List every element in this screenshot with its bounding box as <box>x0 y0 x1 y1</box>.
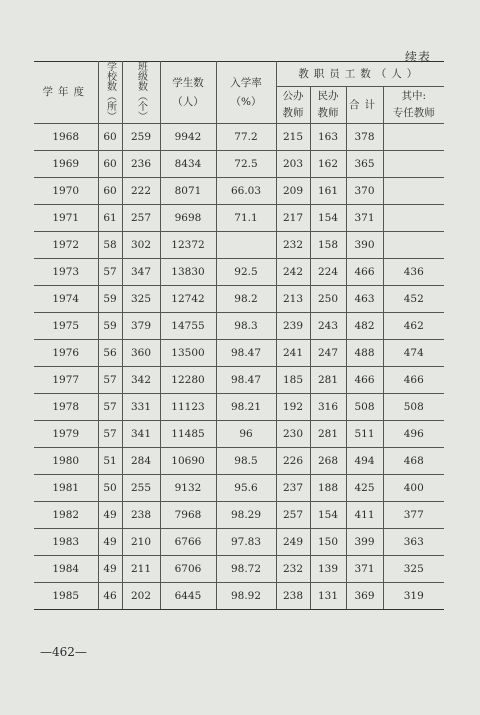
cell-full-time-teachers: 462 <box>383 313 444 340</box>
cell-total: 411 <box>346 502 383 529</box>
cell-rate: 92.5 <box>216 259 276 286</box>
cell-total: 399 <box>346 529 383 556</box>
cell-private-teachers: 158 <box>310 232 346 259</box>
cell-classes: 360 <box>122 340 160 367</box>
cell-public-teachers: 237 <box>276 475 310 502</box>
cell-public-teachers: 239 <box>276 313 310 340</box>
cell-schools: 58 <box>98 232 122 259</box>
cell-total: 466 <box>346 367 383 394</box>
cell-year: 1982 <box>34 502 98 529</box>
cell-schools: 56 <box>98 340 122 367</box>
cell-rate: 71.1 <box>216 205 276 232</box>
cell-total: 425 <box>346 475 383 502</box>
cell-public-teachers: 192 <box>276 394 310 421</box>
cell-schools: 59 <box>98 313 122 340</box>
cell-full-time-teachers <box>383 232 444 259</box>
cell-year: 1974 <box>34 286 98 313</box>
cell-full-time-teachers: 325 <box>383 556 444 583</box>
cell-schools: 57 <box>98 421 122 448</box>
cell-full-time-teachers: 496 <box>383 421 444 448</box>
cell-classes: 222 <box>122 178 160 205</box>
cell-classes: 257 <box>122 205 160 232</box>
cell-private-teachers: 224 <box>310 259 346 286</box>
table-row <box>34 124 444 151</box>
cell-students: 14755 <box>160 313 216 340</box>
cell-students: 13500 <box>160 340 216 367</box>
cell-total: 494 <box>346 448 383 475</box>
table-row <box>34 313 444 340</box>
table-row <box>34 556 444 583</box>
cell-private-teachers: 139 <box>310 556 346 583</box>
cell-private-teachers: 281 <box>310 367 346 394</box>
cell-schools: 60 <box>98 151 122 178</box>
cell-total: 390 <box>346 232 383 259</box>
cell-rate: 95.6 <box>216 475 276 502</box>
cell-private-teachers: 163 <box>310 124 346 151</box>
table-row <box>34 448 444 475</box>
cell-schools: 51 <box>98 448 122 475</box>
cell-year: 1975 <box>34 313 98 340</box>
cell-total: 378 <box>346 124 383 151</box>
table-row <box>34 286 444 313</box>
cell-year: 1985 <box>34 583 98 610</box>
cell-schools: 57 <box>98 394 122 421</box>
cell-total: 365 <box>346 151 383 178</box>
cell-total: 482 <box>346 313 383 340</box>
cell-students: 13830 <box>160 259 216 286</box>
cell-year: 1971 <box>34 205 98 232</box>
cell-rate: 98.21 <box>216 394 276 421</box>
cell-public-teachers: 217 <box>276 205 310 232</box>
cell-rate: 98.92 <box>216 583 276 610</box>
cell-students: 9942 <box>160 124 216 151</box>
cell-full-time-teachers: 319 <box>383 583 444 610</box>
cell-public-teachers: 232 <box>276 232 310 259</box>
cell-public-teachers: 230 <box>276 421 310 448</box>
cell-full-time-teachers: 436 <box>383 259 444 286</box>
cell-students: 10690 <box>160 448 216 475</box>
cell-year: 1978 <box>34 394 98 421</box>
cell-total: 511 <box>346 421 383 448</box>
cell-public-teachers: 241 <box>276 340 310 367</box>
cell-schools: 57 <box>98 367 122 394</box>
cell-full-time-teachers: 508 <box>383 394 444 421</box>
table-row <box>34 340 444 367</box>
cell-schools: 50 <box>98 475 122 502</box>
cell-total: 371 <box>346 556 383 583</box>
cell-full-time-teachers: 452 <box>383 286 444 313</box>
cell-full-time-teachers: 400 <box>383 475 444 502</box>
cell-students: 12372 <box>160 232 216 259</box>
cell-full-time-teachers: 466 <box>383 367 444 394</box>
cell-public-teachers: 213 <box>276 286 310 313</box>
cell-private-teachers: 247 <box>310 340 346 367</box>
cell-students: 6706 <box>160 556 216 583</box>
cell-public-teachers: 185 <box>276 367 310 394</box>
cell-rate: 98.47 <box>216 340 276 367</box>
cell-classes: 325 <box>122 286 160 313</box>
cell-rate: 66.03 <box>216 178 276 205</box>
table-row <box>34 205 444 232</box>
cell-year: 1969 <box>34 151 98 178</box>
cell-classes: 210 <box>122 529 160 556</box>
cell-schools: 49 <box>98 556 122 583</box>
cell-students: 9132 <box>160 475 216 502</box>
cell-private-teachers: 250 <box>310 286 346 313</box>
table-row <box>34 421 444 448</box>
cell-full-time-teachers <box>383 151 444 178</box>
cell-year: 1973 <box>34 259 98 286</box>
cell-year: 1983 <box>34 529 98 556</box>
cell-students: 6766 <box>160 529 216 556</box>
cell-public-teachers: 226 <box>276 448 310 475</box>
cell-private-teachers: 188 <box>310 475 346 502</box>
header-students: 学生数 （人） <box>160 62 216 124</box>
cell-rate: 72.5 <box>216 151 276 178</box>
header-year: 学年度 <box>34 62 98 124</box>
cell-private-teachers: 316 <box>310 394 346 421</box>
table-row <box>34 583 444 610</box>
cell-public-teachers: 215 <box>276 124 310 151</box>
cell-rate <box>216 232 276 259</box>
table-row <box>34 232 444 259</box>
cell-rate: 98.2 <box>216 286 276 313</box>
cell-full-time-teachers <box>383 205 444 232</box>
cell-private-teachers: 154 <box>310 502 346 529</box>
cell-year: 1981 <box>34 475 98 502</box>
cell-full-time-teachers: 377 <box>383 502 444 529</box>
cell-students: 12280 <box>160 367 216 394</box>
cell-classes: 202 <box>122 583 160 610</box>
table-row <box>34 178 444 205</box>
header-enrollment-rate: 入学率 （%） <box>216 62 276 124</box>
cell-public-teachers: 242 <box>276 259 310 286</box>
cell-students: 6445 <box>160 583 216 610</box>
table-row <box>34 529 444 556</box>
cell-private-teachers: 281 <box>310 421 346 448</box>
cell-schools: 49 <box>98 502 122 529</box>
cell-classes: 341 <box>122 421 160 448</box>
header-classes: 班级数（个） <box>122 62 160 124</box>
cell-private-teachers: 131 <box>310 583 346 610</box>
cell-schools: 60 <box>98 124 122 151</box>
cell-schools: 61 <box>98 205 122 232</box>
cell-public-teachers: 257 <box>276 502 310 529</box>
enrollment-table <box>34 61 444 610</box>
cell-classes: 284 <box>122 448 160 475</box>
cell-rate: 96 <box>216 421 276 448</box>
cell-year: 1970 <box>34 178 98 205</box>
cell-full-time-teachers: 468 <box>383 448 444 475</box>
header-public-teachers: 公办 教师 <box>276 87 310 124</box>
table-row <box>34 259 444 286</box>
cell-classes: 302 <box>122 232 160 259</box>
cell-year: 1972 <box>34 232 98 259</box>
cell-public-teachers: 249 <box>276 529 310 556</box>
cell-year: 1977 <box>34 367 98 394</box>
cell-full-time-teachers: 474 <box>383 340 444 367</box>
cell-students: 7968 <box>160 502 216 529</box>
cell-private-teachers: 161 <box>310 178 346 205</box>
cell-public-teachers: 203 <box>276 151 310 178</box>
cell-students: 11123 <box>160 394 216 421</box>
cell-total: 508 <box>346 394 383 421</box>
page-number: —462— <box>40 645 87 659</box>
cell-year: 1968 <box>34 124 98 151</box>
cell-total: 463 <box>346 286 383 313</box>
cell-schools: 59 <box>98 286 122 313</box>
cell-public-teachers: 238 <box>276 583 310 610</box>
header-full-time-teachers: 其中: 专任教师 <box>383 87 444 124</box>
cell-students: 8434 <box>160 151 216 178</box>
cell-private-teachers: 243 <box>310 313 346 340</box>
cell-classes: 259 <box>122 124 160 151</box>
cell-rate: 98.47 <box>216 367 276 394</box>
cell-rate: 98.72 <box>216 556 276 583</box>
table-row <box>34 502 444 529</box>
cell-rate: 98.3 <box>216 313 276 340</box>
cell-total: 369 <box>346 583 383 610</box>
cell-students: 12742 <box>160 286 216 313</box>
cell-full-time-teachers: 363 <box>383 529 444 556</box>
cell-classes: 379 <box>122 313 160 340</box>
cell-rate: 97.83 <box>216 529 276 556</box>
cell-total: 466 <box>346 259 383 286</box>
cell-students: 11485 <box>160 421 216 448</box>
cell-rate: 98.29 <box>216 502 276 529</box>
cell-private-teachers: 154 <box>310 205 346 232</box>
cell-year: 1984 <box>34 556 98 583</box>
cell-classes: 255 <box>122 475 160 502</box>
cell-total: 371 <box>346 205 383 232</box>
cell-year: 1980 <box>34 448 98 475</box>
cell-private-teachers: 268 <box>310 448 346 475</box>
cell-schools: 46 <box>98 583 122 610</box>
header-total: 合计 <box>346 87 383 124</box>
cell-rate: 77.2 <box>216 124 276 151</box>
cell-classes: 236 <box>122 151 160 178</box>
cell-schools: 57 <box>98 259 122 286</box>
cell-private-teachers: 162 <box>310 151 346 178</box>
table-row <box>34 394 444 421</box>
cell-total: 488 <box>346 340 383 367</box>
cell-classes: 347 <box>122 259 160 286</box>
cell-students: 8071 <box>160 178 216 205</box>
table-row <box>34 151 444 178</box>
header-staff: 教职员工数（人） <box>276 62 444 87</box>
cell-public-teachers: 232 <box>276 556 310 583</box>
cell-full-time-teachers <box>383 178 444 205</box>
cell-students: 9698 <box>160 205 216 232</box>
header-private-teachers: 民办 教师 <box>310 87 346 124</box>
cell-classes: 331 <box>122 394 160 421</box>
continuation-label: 续表 <box>405 50 432 64</box>
cell-schools: 49 <box>98 529 122 556</box>
cell-rate: 98.5 <box>216 448 276 475</box>
cell-private-teachers: 150 <box>310 529 346 556</box>
cell-classes: 238 <box>122 502 160 529</box>
cell-total: 370 <box>346 178 383 205</box>
cell-year: 1979 <box>34 421 98 448</box>
cell-classes: 211 <box>122 556 160 583</box>
table-row <box>34 367 444 394</box>
cell-year: 1976 <box>34 340 98 367</box>
cell-public-teachers: 209 <box>276 178 310 205</box>
header-schools: 学校数（所） <box>98 62 122 124</box>
cell-classes: 342 <box>122 367 160 394</box>
cell-full-time-teachers <box>383 124 444 151</box>
cell-schools: 60 <box>98 178 122 205</box>
table-row <box>34 475 444 502</box>
